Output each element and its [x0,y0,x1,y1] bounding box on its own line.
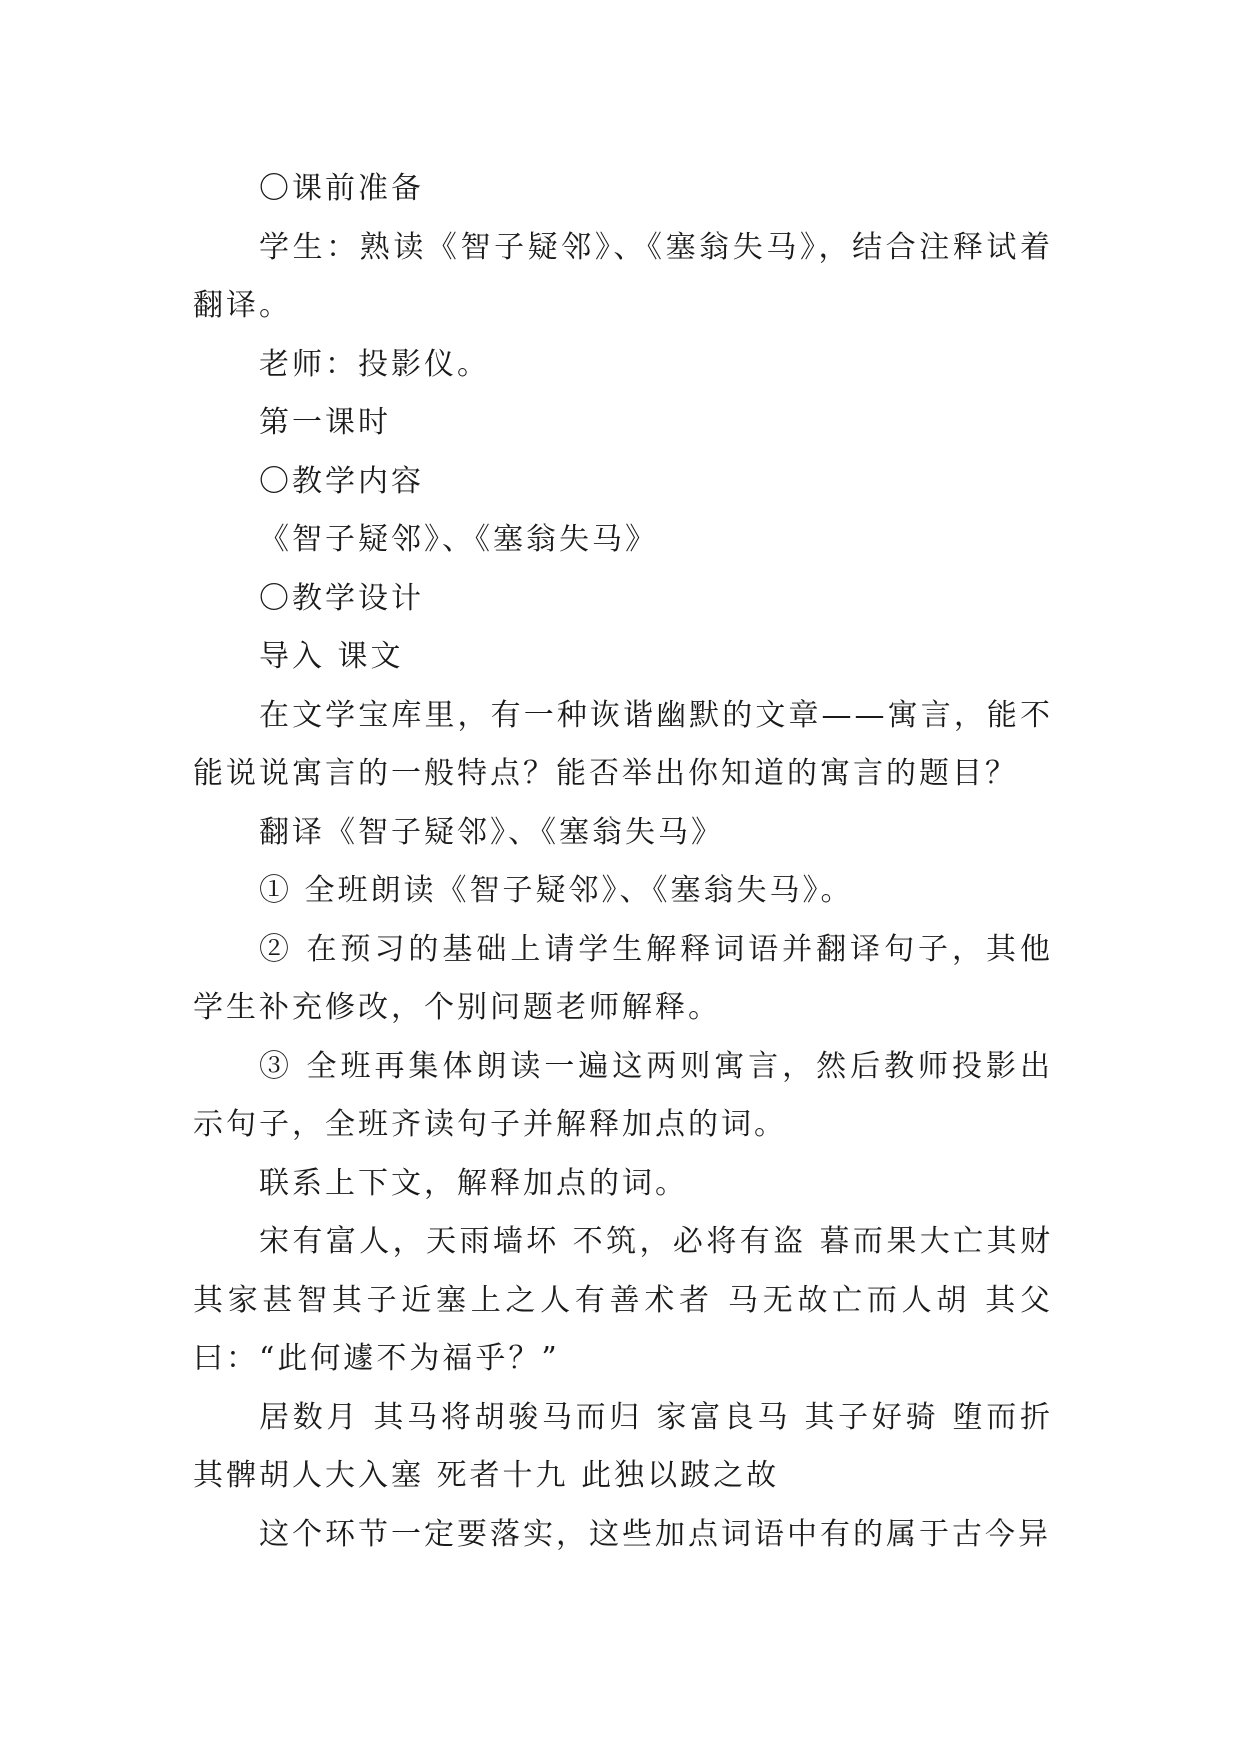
paragraph-fable-intro: 在文学宝库里，有一种诙谐幽默的文章——寓言，能不能说说寓言的一般特点？能否举出你知道的寓言的题目？ [193,697,1053,791]
document-body [193,160,1053,1564]
paragraph-excerpt-2: 居数月 其马将胡骏马而归 家富良马 其子好骑 堕而折其髀胡人大入塞 死者十九 此独以跛之故 [193,1399,1053,1493]
list-item-2: ② 在预习的基础上请学生解释词语并翻译句子，其他学生补充修改，个别问题老师解释。 [193,931,1053,1025]
paragraph-students: 学生：熟读《智子疑邻》、《塞翁失马》，结合注释试着翻译。 [193,229,1053,323]
heading-first-lesson: 第一课时 [259,405,391,440]
paragraph-excerpt-1: 宋有富人，天雨墙坏 不筑，必将有盗 暮而果大亡其财 其家甚智其子近塞上之人有善术者 马无故亡而人胡 其父曰：“此何遽不为福乎？” [193,1224,1053,1376]
paragraph-context-instruction: 联系上下文，解释加点的词。 [259,1165,688,1201]
heading-preparation: 〇课前准备 [259,171,424,206]
list-item-3: ③ 全班再集体朗读一遍这两则寓言，然后教师投影出示句子，全班齐读句子并解释加点的词。 [193,1048,1053,1142]
paragraph-teacher: 老师：投影仪。 [259,346,490,382]
paragraph-texts: 《智子疑邻》、《塞翁失马》 [259,522,658,557]
heading-translation: 翻译《智子疑邻》、《塞翁失马》 [259,814,724,850]
heading-introduction: 导入 课文 [259,639,404,674]
paragraph-note: 这个环节一定要落实，这些加点词语中有的属于古今异 [259,1516,1051,1552]
heading-teaching-design: 〇教学设计 [259,580,424,616]
heading-teaching-content: 〇教学内容 [259,463,424,499]
list-item-1: ① 全班朗读《智子疑邻》、《塞翁失马》。 [259,873,854,908]
